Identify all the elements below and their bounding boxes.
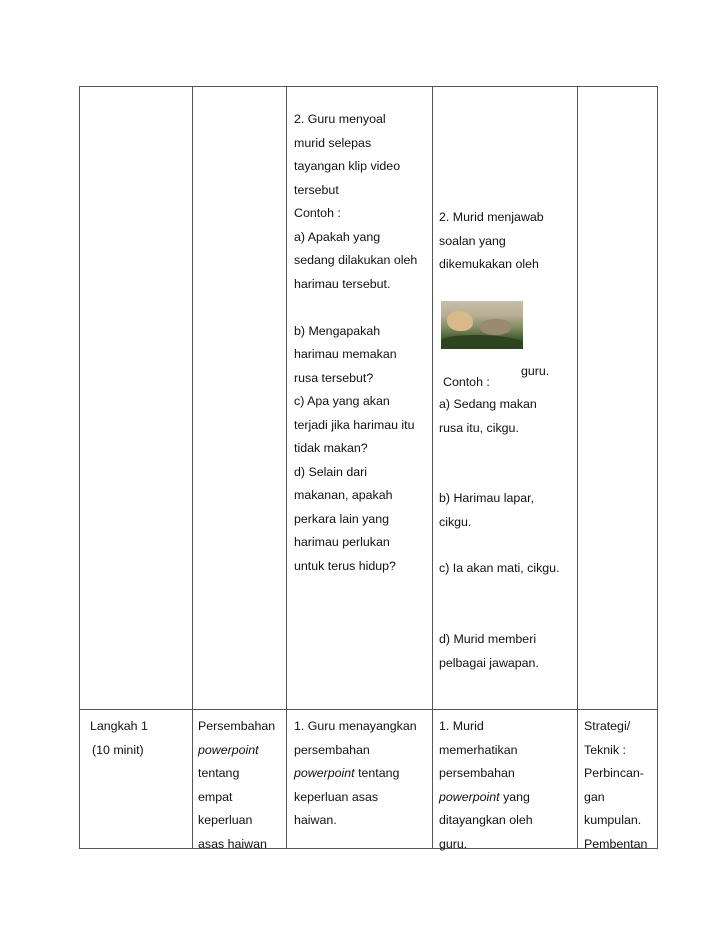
text-line: b) Mengapakah: [294, 323, 381, 338]
text-line: a) Sedang makan: [439, 397, 537, 411]
row2-langkah: [90, 715, 148, 762]
table-border-top: [79, 86, 658, 87]
text-line: Contoh :: [294, 206, 341, 220]
text-line: perkara lain yang: [294, 511, 390, 526]
text-line: 2. Murid menjawab: [439, 210, 544, 224]
text-line: untuk terus hidup?: [294, 558, 396, 573]
text-line: makanan, apakah: [294, 488, 393, 502]
table-border-right: [657, 86, 658, 849]
text-line: empat: [198, 789, 233, 804]
text-line: sedang dilakukan oleh: [294, 253, 418, 267]
text-line: guru.: [439, 836, 468, 851]
text-line: d) Murid memberi: [439, 632, 537, 646]
text-line: persembahan: [439, 766, 515, 780]
text-line: keperluan asas: [294, 789, 379, 804]
text-line: asas haiwan: [198, 836, 267, 851]
text-line: Teknik :: [584, 742, 627, 757]
text-line: Langkah 1: [90, 719, 148, 733]
text-line: Strategi/: [584, 719, 631, 733]
text-line: d) Selain dari: [294, 464, 368, 479]
text-line: [439, 786, 533, 810]
row1-murid-answer-b: [439, 487, 534, 534]
row1-murid-answer-c: c) Ia akan mati, cikgu.: [439, 561, 560, 575]
row1-murid-guru-word: guru.: [521, 364, 550, 378]
text-line: keperluan: [198, 813, 253, 827]
text-span: tentang: [354, 766, 400, 780]
text-line: harimau perlukan: [294, 535, 390, 549]
italic-word: powerpoint: [439, 789, 500, 804]
text-line: harimau tersebut.: [294, 276, 391, 291]
table-border-left: [79, 86, 80, 849]
text-line: harimau memakan: [294, 347, 397, 361]
text-line: soalan yang: [439, 233, 506, 248]
text-line: kumpulan.: [584, 813, 642, 827]
text-line: tidak makan?: [294, 441, 368, 455]
row1-guru-activity: [294, 108, 417, 578]
text-line: pelbagai jawapan.: [439, 655, 539, 670]
column-divider-3: [432, 86, 433, 849]
table-border-bottom: [79, 848, 658, 849]
text-line: 1. Murid: [439, 719, 484, 733]
column-divider-1: [192, 86, 193, 849]
text-line: haiwan.: [294, 813, 337, 827]
text-line: ditayangkan oleh: [439, 813, 533, 827]
text-line: Persembahan: [198, 719, 276, 733]
text-line: memerhatikan: [439, 742, 518, 757]
text-line: powerpoint: [198, 742, 259, 757]
text-line: Pembentan: [584, 836, 648, 851]
row2-guru-activity: [294, 715, 417, 833]
text-line: tersebut: [294, 182, 339, 197]
text-span: yang: [499, 789, 530, 804]
text-line: b) Harimau lapar,: [439, 491, 535, 505]
text-line: 1. Guru menayangkan: [294, 719, 417, 733]
text-line: (10 minit): [92, 742, 144, 757]
text-line: a) Apakah yang: [294, 229, 381, 244]
text-line: [294, 296, 417, 320]
text-line: persembahan: [294, 742, 370, 757]
row2-catatan: [584, 715, 647, 856]
text-line: c) Apa yang akan: [294, 394, 390, 408]
column-divider-2: [286, 86, 287, 849]
text-line: murid selepas: [294, 135, 372, 150]
row1-murid-response-top: [439, 206, 544, 277]
text-line: gan: [584, 789, 605, 804]
text-line: cikgu.: [439, 514, 472, 529]
row2-murid-response: [439, 715, 533, 856]
tiger-deer-photo: [441, 301, 523, 349]
text-line: dikemukakan oleh: [439, 257, 539, 271]
column-divider-4: [577, 86, 578, 849]
text-line: terjadi jika harimau itu: [294, 417, 415, 432]
table-row-divider: [79, 709, 658, 710]
text-line: 2. Guru menyoal: [294, 112, 386, 126]
row1-murid-contoh: Contoh :: [443, 375, 490, 389]
italic-word: powerpoint: [294, 766, 355, 780]
text-line: [294, 762, 417, 786]
text-line: Perbincan-: [584, 766, 644, 780]
row1-murid-answer-d: [439, 628, 539, 675]
text-line: rusa tersebut?: [294, 370, 374, 385]
text-line: tayangan klip video: [294, 159, 401, 173]
row1-murid-answer-a: [439, 393, 537, 440]
text-line: rusa itu, cikgu.: [439, 420, 519, 435]
row2-isi-pelajaran: [198, 715, 275, 856]
text-line: tentang: [198, 766, 240, 780]
